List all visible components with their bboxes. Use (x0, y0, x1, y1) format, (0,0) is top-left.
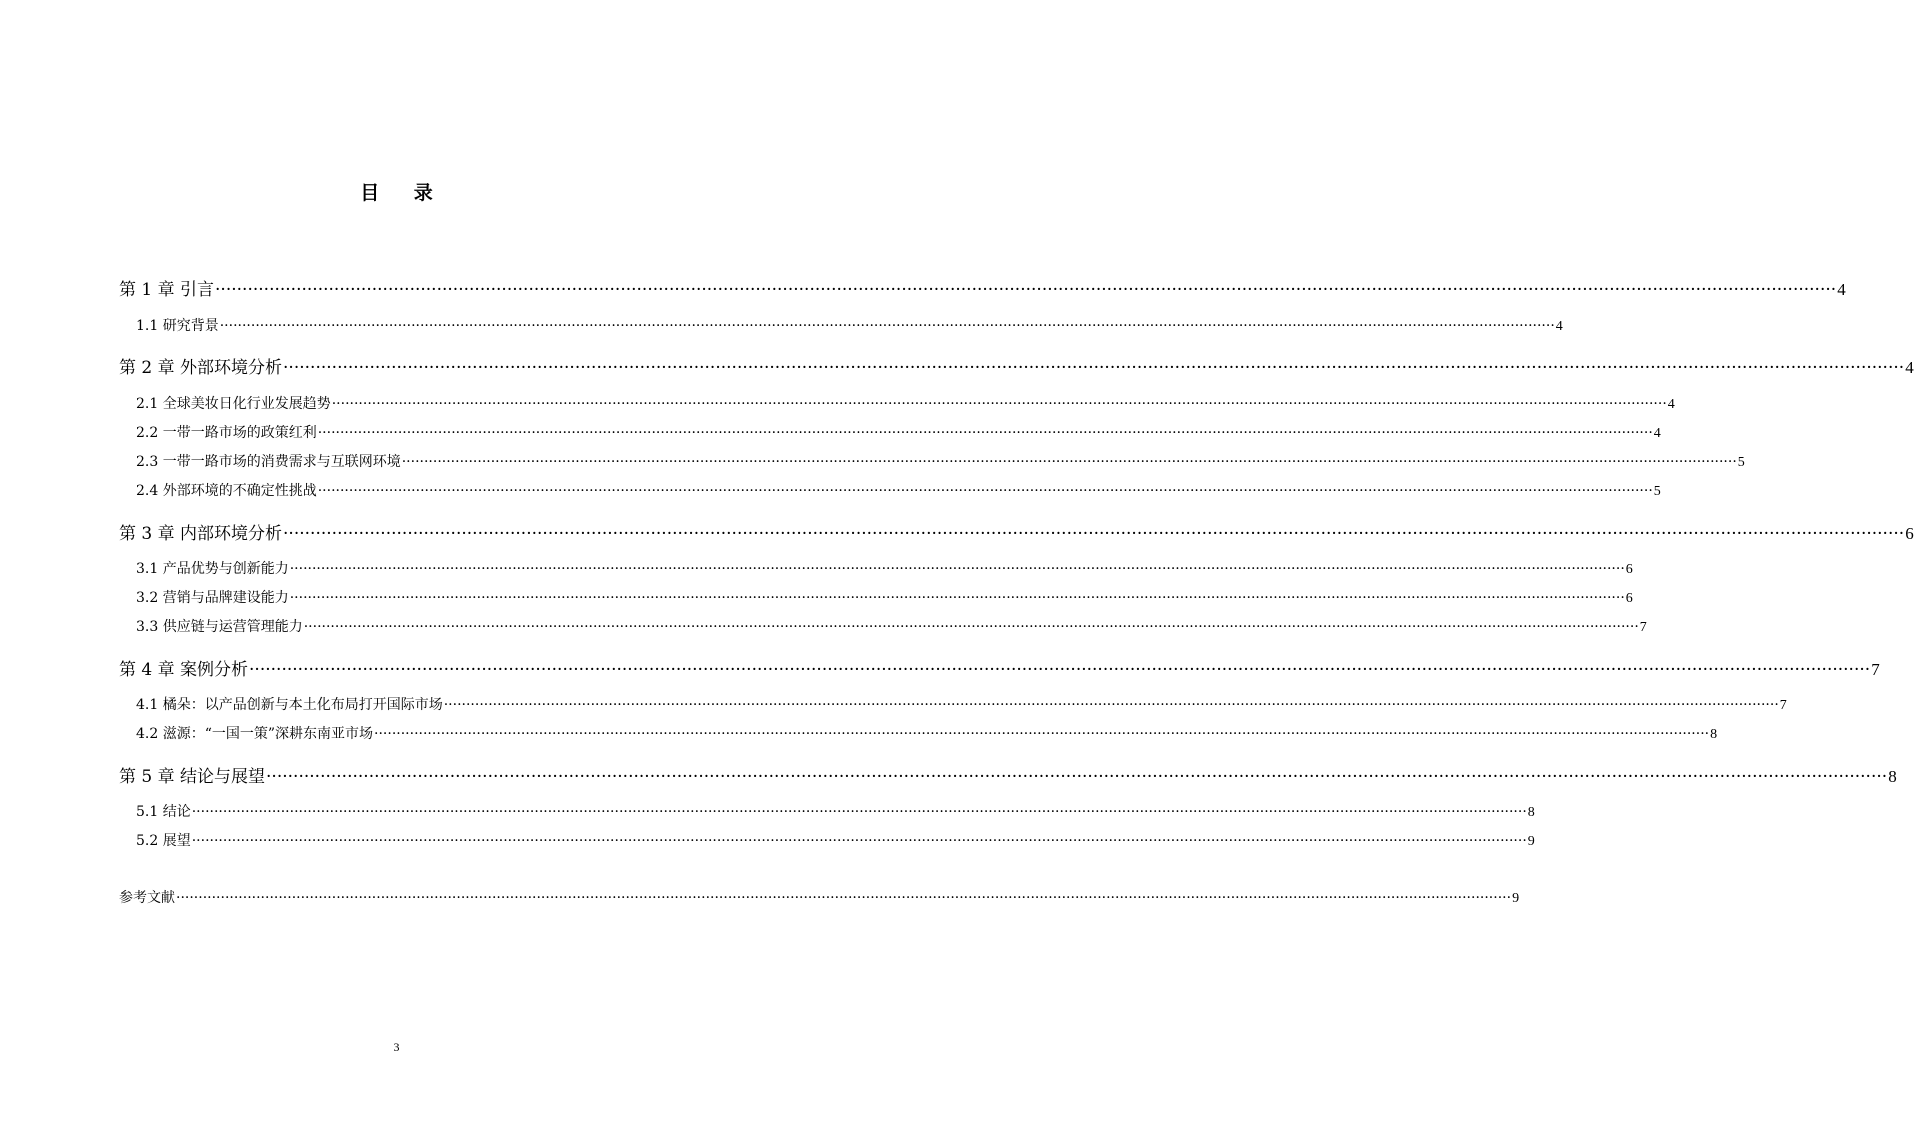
dot-leader: ············································································································································································································································································································ (191, 833, 1527, 849)
toc-entry[interactable] (136, 393, 1675, 413)
dot-leader: ············································································································································································································································································································ (331, 396, 1667, 412)
toc-entry-page: 4 (1905, 358, 1914, 377)
dot-leader: ············································································································································································································································································································ (303, 619, 1639, 635)
toc-entry[interactable] (136, 315, 1563, 335)
dot-leader: ············································································································································································································································································································ (283, 358, 1905, 378)
toc-entry-page: 5 (1737, 455, 1745, 470)
toc-entry[interactable] (119, 275, 1846, 300)
toc-entry[interactable] (136, 451, 1745, 471)
toc-entry[interactable] (136, 830, 1535, 850)
toc-entry-page: 9 (1527, 834, 1535, 849)
toc-entry-label: 第 4 章 案例分析 (119, 660, 249, 680)
toc-entry[interactable] (119, 519, 1914, 544)
dot-leader: ············································································································································································································································································································ (219, 318, 1555, 334)
toc-entry-page: 8 (1527, 805, 1535, 820)
toc-entry-label: 5.1 结论 (136, 804, 191, 820)
toc-entry[interactable] (136, 422, 1661, 442)
toc-entry[interactable] (136, 558, 1633, 578)
toc-entry-label: 3.2 营销与品牌建设能力 (136, 590, 289, 606)
toc-entry-page: 4 (1653, 426, 1661, 441)
toc-entry-label: 第 2 章 外部环境分析 (119, 358, 283, 378)
toc-entry-label: 第 5 章 结论与展望 (119, 767, 266, 787)
dot-leader: ············································································································································································································································································································ (215, 280, 1837, 300)
toc-entry-page: 7 (1779, 698, 1787, 713)
toc-entry-page: 7 (1871, 660, 1880, 679)
dot-leader: ············································································································································································································································································································ (317, 483, 1653, 499)
toc-entry-page: 4 (1555, 319, 1563, 334)
toc-entry-label: 参考文献 (119, 890, 175, 906)
dot-leader: ············································································································································································································································································································ (317, 425, 1653, 441)
page-number: 3 (393, 1040, 400, 1054)
toc-entry-label: 4.2 滋源：“一国一策”深耕东南亚市场 (136, 726, 374, 742)
dot-leader: ············································································································································································································································································································ (176, 890, 1512, 906)
toc-entry[interactable] (136, 694, 1787, 714)
toc-title: 目 录 (360, 182, 447, 204)
toc-entry-label: 2.4 外部环境的不确定性挑战 (136, 483, 317, 499)
toc-entry[interactable] (119, 353, 1914, 378)
toc-entry-label: 4.1 橘朵：以产品创新与本土化布局打开国际市场 (136, 697, 443, 713)
toc-entry-page: 7 (1639, 620, 1647, 635)
dot-leader: ············································································································································································································································································································ (401, 454, 1737, 470)
toc-entry[interactable] (136, 616, 1647, 636)
toc-entry-page: 9 (1512, 891, 1520, 906)
toc-entry-label: 2.2 一带一路市场的政策红利 (136, 425, 317, 441)
dot-leader: ············································································································································································································································································································ (283, 524, 1905, 544)
dot-leader: ············································································································································································································································································································ (443, 697, 1779, 713)
toc-entry[interactable] (136, 723, 1718, 743)
toc-entry-page: 5 (1653, 484, 1661, 499)
toc-entry[interactable] (136, 587, 1633, 607)
toc-entry-label: 2.1 全球美妆日化行业发展趋势 (136, 396, 331, 412)
toc-entry-label: 第 3 章 内部环境分析 (119, 524, 283, 544)
dot-leader: ············································································································································································································································································································ (289, 590, 1625, 606)
toc-entry[interactable] (119, 887, 1520, 907)
toc-entry-label: 2.3 一带一路市场的消费需求与互联网环境 (136, 454, 401, 470)
toc-entry-page: 4 (1667, 397, 1675, 412)
toc-entry-label: 3.3 供应链与运营管理能力 (136, 619, 303, 635)
toc-entry[interactable] (136, 480, 1661, 500)
dot-leader: ············································································································································································································································································································ (249, 660, 1871, 680)
toc-entry-page: 8 (1710, 727, 1718, 742)
toc-entry-label: 1.1 研究背景 (136, 318, 219, 334)
toc-entry-page: 8 (1888, 767, 1897, 786)
toc-entry-page: 6 (1905, 524, 1914, 543)
toc-entry[interactable] (119, 762, 1897, 787)
toc-entry[interactable] (119, 655, 1880, 680)
toc-entry-label: 3.1 产品优势与创新能力 (136, 561, 289, 577)
toc-entry-label: 5.2 展望 (136, 833, 191, 849)
toc-entry-page: 6 (1625, 591, 1633, 606)
toc-entry-page: 6 (1625, 562, 1633, 577)
toc-entry-page: 4 (1837, 280, 1846, 299)
dot-leader: ············································································································································································································································································································ (374, 726, 1710, 742)
dot-leader: ············································································································································································································································································································ (266, 767, 1888, 787)
toc-entry[interactable] (136, 801, 1535, 821)
toc-entry-label: 第 1 章 引言 (119, 280, 215, 300)
dot-leader: ············································································································································································································································································································ (191, 804, 1527, 820)
dot-leader: ············································································································································································································································································································ (289, 561, 1625, 577)
